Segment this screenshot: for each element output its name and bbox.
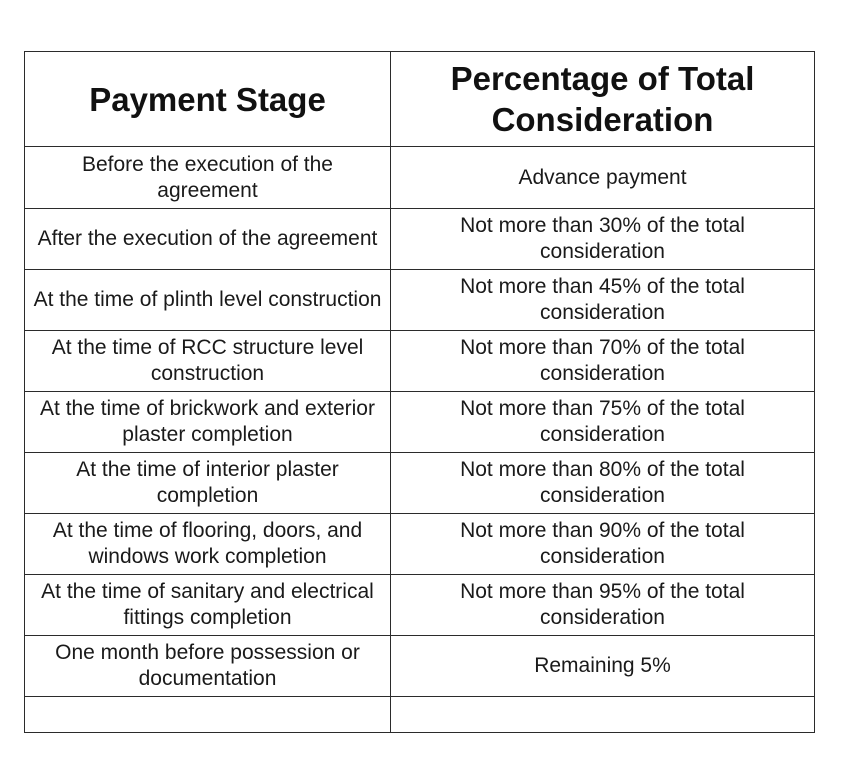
percentage-cell: Not more than 70% of the total consideration — [391, 331, 815, 392]
table-body — [25, 147, 815, 733]
stage-cell: At the time of RCC structure level construction — [25, 331, 391, 392]
stage-cell: At the time of flooring, doors, and windows work completion — [25, 514, 391, 575]
table-row-empty — [25, 697, 815, 733]
table-header — [25, 52, 815, 147]
stage-cell: At the time of interior plaster completion — [25, 453, 391, 514]
percentage-cell: Advance payment — [391, 147, 815, 209]
percentage-cell: Not more than 90% of the total consideration — [391, 514, 815, 575]
percentage-cell: Not more than 95% of the total consideration — [391, 575, 815, 636]
table-row — [25, 147, 815, 209]
table-row — [25, 331, 815, 392]
table-row — [25, 209, 815, 270]
table-row — [25, 514, 815, 575]
table-row — [25, 453, 815, 514]
table-row — [25, 636, 815, 697]
table-row — [25, 575, 815, 636]
percentage-cell: Not more than 45% of the total consideration — [391, 270, 815, 331]
stage-cell: At the time of plinth level construction — [25, 270, 391, 331]
stage-cell: At the time of sanitary and electrical fittings completion — [25, 575, 391, 636]
payment-schedule-table — [24, 51, 815, 733]
table-row — [25, 392, 815, 453]
stage-cell-empty — [25, 697, 391, 733]
percentage-cell: Not more than 80% of the total consideration — [391, 453, 815, 514]
stage-cell: Before the execution of the agreement — [25, 147, 391, 209]
stage-cell: After the execution of the agreement — [25, 209, 391, 270]
header-percentage: Percentage of Total Consideration — [391, 52, 815, 147]
stage-cell: At the time of brickwork and exterior plaster completion — [25, 392, 391, 453]
header-payment-stage: Payment Stage — [25, 52, 391, 147]
percentage-cell: Remaining 5% — [391, 636, 815, 697]
percentage-cell: Not more than 30% of the total consideration — [391, 209, 815, 270]
table-row — [25, 270, 815, 331]
percentage-cell: Not more than 75% of the total consideration — [391, 392, 815, 453]
header-row — [25, 52, 815, 147]
percentage-cell-empty — [391, 697, 815, 733]
stage-cell: One month before possession or documentation — [25, 636, 391, 697]
payment-schedule-sheet — [24, 51, 814, 733]
